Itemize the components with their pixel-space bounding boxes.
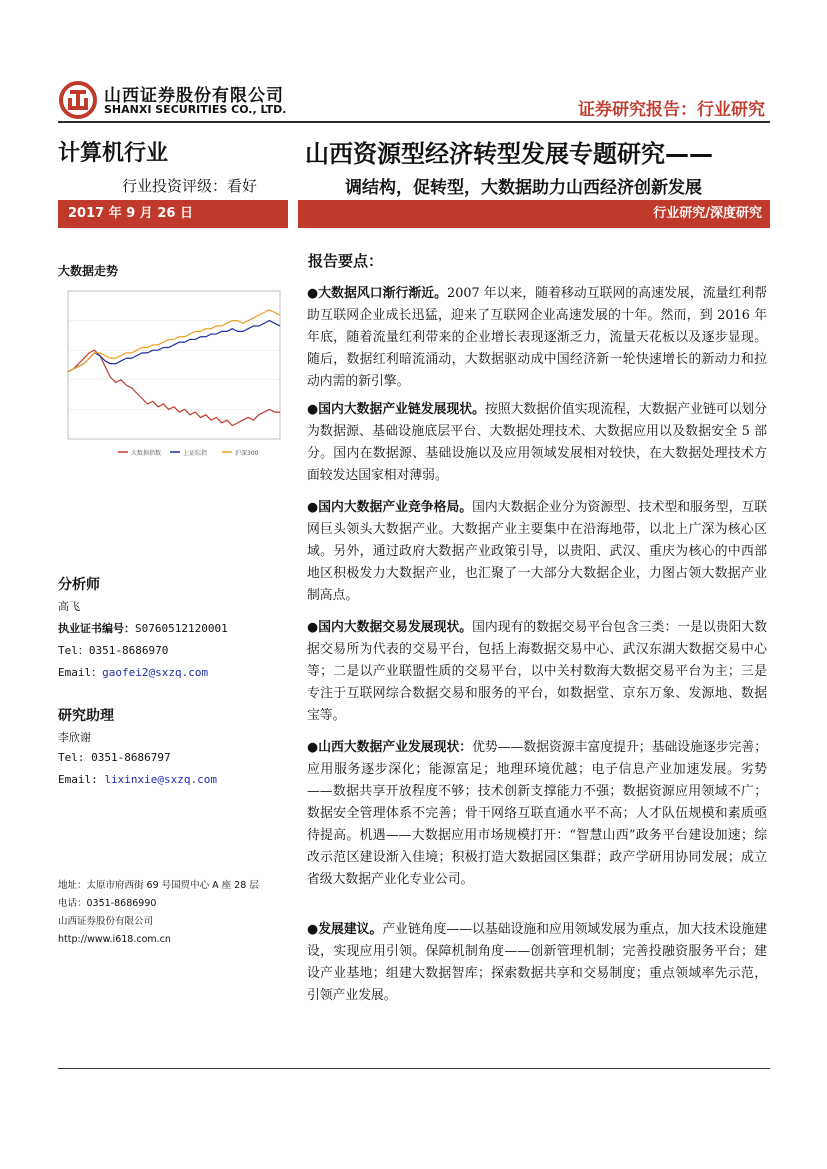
analyst-tel: Tel：0351-8686970 [58, 644, 169, 657]
trend-chart [58, 283, 288, 463]
summary-point [307, 399, 767, 487]
report-subtitle: 调结构，促转型，大数据助力山西经济创新发展 [345, 178, 702, 198]
bullet-icon: ● [307, 922, 319, 937]
point-text: 国内现有的数据交易平台包含三类：一是以贵阳大数据交易所为代表的交易平台，包括上海数据交易中心、武汉东湖大数据交易中心等；二是以产业联盟性质的交易平台，以中关村数海大数据交易平台为主；三是专注于互联网综合数据交易和服务的平台，如数据堂、京东万象、发源地、数据宝等。 [307, 620, 768, 723]
point-title: 山西大数据产业发展现状： [318, 740, 473, 755]
point-text: 按照大数据价值实现流程，大数据产业链可以划分为数据源、基础设施底层平台、大数据处理技术、大数据应用以及数据安全 5 部分。国内在数据源、基础设施以及应用领域发展相对较快，在大数据处理技术方面较发达国家相对薄弱。 [307, 402, 768, 483]
summary-point [307, 497, 767, 607]
investment-rating: 行业投资评级：看好 [122, 177, 258, 195]
analyst-name: 高飞 [58, 600, 80, 613]
assistant-email-label: Email: [58, 773, 105, 786]
point-title: 国内大数据产业竞争格局。 [318, 500, 473, 515]
report-date: 2017 年 9 月 26 日 [68, 206, 193, 221]
assistant-email-line [58, 773, 217, 786]
report-title: 山西资源型经济转型发展专题研究—— [305, 140, 713, 168]
point-title: 大数据风口渐行渐近。 [318, 286, 448, 301]
point-title: 国内大数据交易发展现状。 [318, 620, 473, 635]
analyst-email-label: Email： [58, 666, 103, 679]
contact-address: 地址：太原市府西街 69 号国贸中心 A 座 28 层 [58, 880, 259, 891]
summary-heading: 报告要点： [308, 252, 384, 270]
point-text: 2007 年以来，随着移动互联网的高速发展，流量红利帮助互联网企业成长迅猛，迎来了互联网企业高速发展的十年。然而，到 2016 年年底，随着流量红利带来的企业增长表现逐渐乏力，流量天花板以及逐步显现。随后，数据红利暗流涌动，大数据驱动成中国经济新一轮快速增长的新动力和拉动内需的新引擎。 [307, 286, 768, 389]
contact-url[interactable]: http://www.i618.com.cn [58, 934, 171, 945]
analyst-email-line [58, 664, 208, 680]
company-name-cn: 山西证券股份有限公司 [104, 86, 284, 106]
legend-label: 大数据指数 [131, 450, 162, 457]
legend-label: 上证综指 [183, 450, 208, 457]
report-type: 证券研究报告：行业研究 [578, 100, 765, 120]
tag-band [298, 200, 770, 228]
legend-label: 沪深300 [235, 450, 259, 457]
header-rule [58, 121, 770, 123]
company-logo-icon [58, 80, 98, 120]
point-title: 国内大数据产业链发展现状。 [318, 402, 485, 417]
chart-title: 大数据走势 [58, 264, 119, 278]
bullet-icon: ● [307, 620, 319, 635]
date-band [58, 200, 288, 228]
report-tag: 行业研究/深度研究 [653, 206, 762, 221]
series-line-1 [68, 321, 280, 372]
footer-rule [58, 1068, 770, 1069]
bullet-icon: ● [307, 500, 319, 515]
contact-phone: 电话：0351-8686990 [58, 898, 157, 909]
assistant-name: 李欣谢 [58, 731, 91, 744]
bullet-icon: ● [307, 286, 319, 301]
series-line-2 [68, 310, 280, 372]
summary-point [307, 919, 767, 1007]
point-text: 产业链角度——以基础设施和应用领域发展为重点，加大技术设施建设，实现应用引领。保障机制角度——创新管理机制；完善投融资服务平台；建设产业基地；组建大数据智库；探索数据共享和交易制度；重点领域率先示范，引领产业发展。 [307, 922, 768, 1003]
cert-label: 执业证书编号： [58, 622, 135, 635]
cert-value: S0760512120001 [135, 622, 228, 635]
bullet-icon: ● [307, 740, 319, 755]
point-text: 优势——数据资源丰富度提升；基础设施逐步完善；应用服务逐步深化；能源富足；地理环境优越；电子信息产业加速发展。劣势——数据共享开放程度不够；技术创新支撑能力不强；数据资源应用领域不广；数据安全管理体系不完善；骨干网络互联直通水平不高；人才队伍规模和素质亟待提高。机遇——大数据应用市场规模打开：“智慧山西”政务平台建设加速；综改示范区建设渐入佳境；积极打造大数据园区集群；政产学研用协同发展；成立省级大数据产业化专业公司。 [307, 740, 768, 887]
summary-point [307, 617, 767, 727]
chart-legend [118, 449, 259, 457]
series-line-0 [68, 350, 280, 425]
contact-company: 山西证券股份有限公司 [58, 916, 154, 927]
analyst-email-link[interactable]: gaofei2@sxzq.com [102, 666, 209, 679]
company-name-en: SHANXI SECURITIES CO., LTD. [104, 103, 287, 116]
summary-point [307, 737, 767, 891]
industry-name: 计算机行业 [58, 141, 169, 166]
summary-point [307, 283, 767, 393]
bullet-icon: ● [307, 402, 319, 417]
analyst-cert [58, 620, 228, 636]
analyst-heading: 分析师 [58, 577, 100, 593]
assistant-heading: 研究助理 [58, 708, 114, 724]
point-title: 发展建议。 [318, 922, 383, 937]
chart-lines [68, 310, 280, 426]
point-text: 国内大数据企业分为资源型、技术型和服务型，互联网巨头领头大数据产业。大数据产业主要集中在沿海地带，以北上广深为核心区域。另外，通过政府大数据产业政策引导，以贵阳、武汉、重庆为核心的中西部地区积极发力大数据产业，也汇聚了一大部分大数据企业，力图占领大数据产业制高点。 [307, 500, 768, 603]
assistant-tel: Tel: 0351-8686797 [58, 751, 171, 764]
assistant-email-link[interactable]: lixinxie@sxzq.com [104, 773, 217, 786]
